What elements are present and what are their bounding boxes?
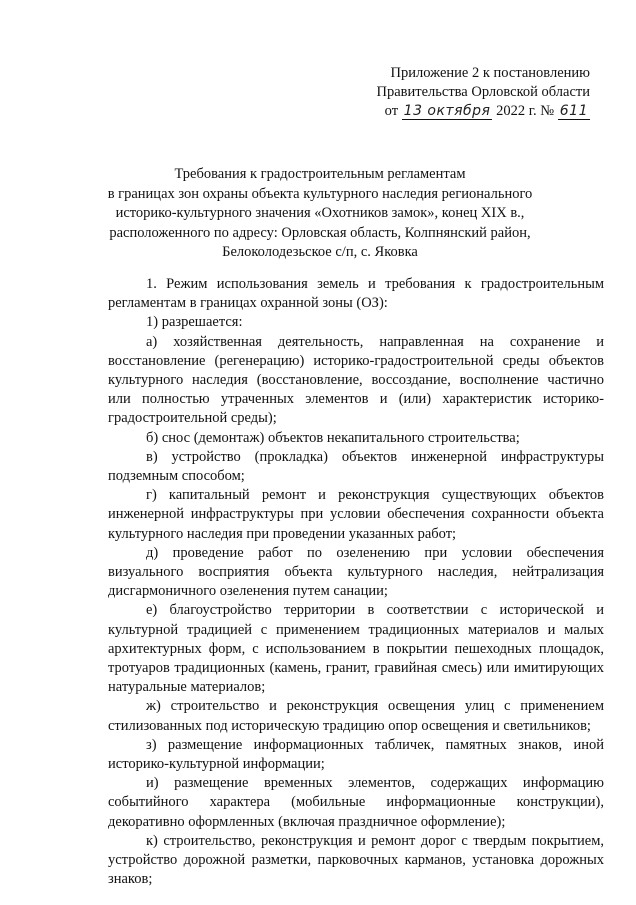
clause-k: к) строительство, реконструкция и ремонт дорог с твердым покрытием, устройство дорожной разметки, парковочных карманов, установка дорожных знаков; bbox=[108, 832, 604, 888]
appendix-date-line bbox=[320, 102, 590, 121]
handwritten-number: 611 bbox=[559, 103, 588, 119]
appendix-line-1: Приложение 2 к постановлению bbox=[390, 65, 590, 81]
handwritten-date: 13 октября bbox=[403, 103, 491, 119]
title-line-1: Требования к градостроительным регламентам bbox=[174, 166, 466, 182]
clause-g: г) капитальный ремонт и реконструкция существующих объектов инженерной инфраструктуры при условии обеспечения сохранности объекта культурного наследия при проведении указанных работ; bbox=[108, 487, 604, 542]
title-line-4: расположенного по адресу: Орловская область, Колпнянский район, bbox=[109, 224, 531, 241]
appendix-line-2: Правительства Орловской области bbox=[376, 84, 590, 100]
appendix-header bbox=[320, 64, 590, 121]
date-prefix: от bbox=[384, 103, 399, 119]
clause-e: е) благоустройство территории в соответствии с исторической и культурной традицией с применением традиционных материалов и малых архитектурных форм, с использованием в покрытии пешеходных площадок, тротуаров традиционных (камень, гранит, гравийная смесь) или имитирующих натуральные материалов; bbox=[108, 602, 604, 696]
document-body bbox=[108, 275, 604, 890]
title-line-5: Белоколодезьское с/п, с. Яковка bbox=[222, 244, 418, 260]
section-1-heading: 1. Режим использования земель и требования к градостроительным регламентам в границах охранной зоны (ОЗ): bbox=[108, 276, 604, 312]
date-year: 2022 г. № bbox=[496, 103, 555, 119]
clause-i: и) размещение временных элементов, содержащих информацию событийного характера (мобильные информационные конструкции), декоративно оформленных (включая праздничное оформление); bbox=[108, 775, 604, 830]
clause-b: б) снос (демонтаж) объектов некапитального строительства; bbox=[146, 429, 520, 446]
document-title bbox=[100, 165, 540, 263]
clause-d: д) проведение работ по озеленению при условии обеспечения визуального восприятия объекта культурного наследия, нейтрализация дисгармоничного озеленения путем санации; bbox=[108, 544, 604, 600]
clause-a: а) хозяйственная деятельность, направленная на сохранение и восстановление (регенерацию) историко-градостроительной среды объектов культурного наследия (восстановление, воссоздание, восполнение частично или полностью утраченных элементов и (или) характеристик историко-градостроительной среды); bbox=[108, 333, 604, 427]
clause-v: в) устройство (прокладка) объектов инженерной инфраструктуры подземным способом; bbox=[108, 448, 604, 485]
item-1-allowed: 1) разрешается: bbox=[146, 314, 243, 331]
title-line-3: историко-культурного значения «Охотников замок», конец XIX в., bbox=[115, 205, 525, 221]
title-line-2: в границах зон охраны объекта культурного наследия регионального bbox=[107, 185, 533, 202]
clause-zh: ж) строительство и реконструкция освещения улиц с применением стилизованных под историческую традицию опор освещения и светильников; bbox=[108, 698, 604, 734]
clause-z: з) размещение информационных табличек, памятных знаков, иной историко-культурной информации; bbox=[108, 736, 604, 773]
